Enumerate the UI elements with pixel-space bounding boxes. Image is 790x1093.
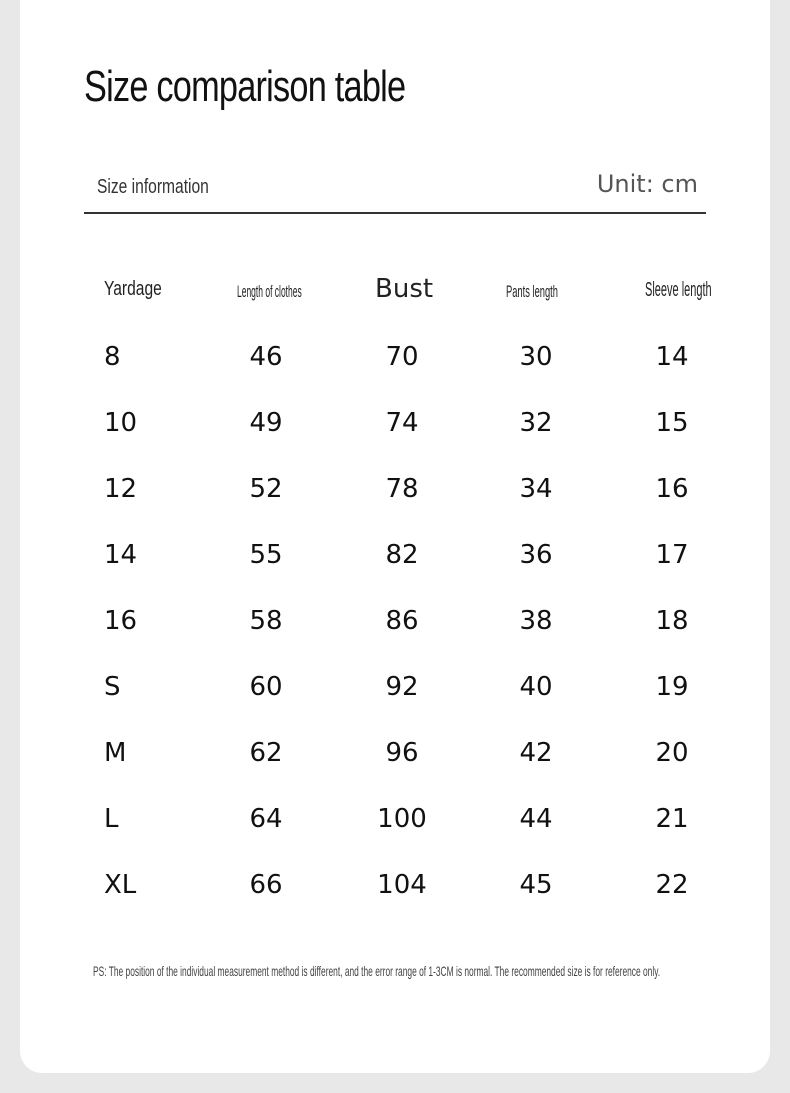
cell-sleeve: 15 [655,408,689,438]
header-length-of-clothes: Length of clothes [237,282,302,301]
table-row [0,804,790,844]
cell-yardage: 12 [104,474,138,504]
cell-pants: 40 [519,672,553,702]
size-information-label: Size information [97,176,209,198]
cell-bust: 86 [385,606,419,636]
table-row [0,408,790,448]
cell-bust: 104 [377,870,427,900]
cell-yardage: XL [104,870,137,900]
cell-length: 46 [249,342,283,372]
cell-yardage: 8 [104,342,121,372]
table-row [0,540,790,580]
header-bust: Bust [375,274,434,304]
cell-bust: 100 [377,804,427,834]
cell-sleeve: 22 [655,870,689,900]
cell-sleeve: 18 [655,606,689,636]
table-row [0,342,790,382]
cell-yardage: 14 [104,540,138,570]
cell-length: 62 [249,738,283,768]
cell-sleeve: 19 [655,672,689,702]
cell-bust: 78 [385,474,419,504]
cell-sleeve: 21 [655,804,689,834]
cell-length: 60 [249,672,283,702]
cell-length: 49 [249,408,283,438]
cell-yardage: S [104,672,121,702]
table-row [0,474,790,514]
cell-bust: 70 [385,342,419,372]
cell-sleeve: 20 [655,738,689,768]
table-row [0,870,790,910]
cell-pants: 34 [519,474,553,504]
table-row [0,672,790,712]
cell-length: 66 [249,870,283,900]
cell-length: 55 [249,540,283,570]
cell-pants: 42 [519,738,553,768]
cell-yardage: L [104,804,119,834]
header-sleeve-length: Sleeve length [645,279,712,301]
cell-bust: 96 [385,738,419,768]
header-yardage: Yardage [104,278,162,300]
cell-pants: 30 [519,342,553,372]
divider [84,212,706,214]
footnote: PS: The position of the individual measurement method is different, and the error range of 1-3CM is normal. The recommended size is for reference only. [93,963,661,979]
page-title: Size comparison table [84,62,406,111]
cell-sleeve: 17 [655,540,689,570]
cell-pants: 45 [519,870,553,900]
cell-sleeve: 16 [655,474,689,504]
cell-yardage: 10 [104,408,138,438]
cell-pants: 44 [519,804,553,834]
cell-length: 58 [249,606,283,636]
cell-yardage: 16 [104,606,138,636]
header-pants-length: Pants length [506,282,558,301]
table-row [0,738,790,778]
size-card [20,0,770,1073]
cell-yardage: M [104,738,127,768]
cell-length: 52 [249,474,283,504]
cell-bust: 82 [385,540,419,570]
cell-pants: 36 [519,540,553,570]
cell-pants: 38 [519,606,553,636]
cell-pants: 32 [519,408,553,438]
cell-bust: 74 [385,408,419,438]
cell-sleeve: 14 [655,342,689,372]
cell-bust: 92 [385,672,419,702]
cell-length: 64 [249,804,283,834]
table-row [0,606,790,646]
unit-label: Unit: cm [596,170,698,198]
